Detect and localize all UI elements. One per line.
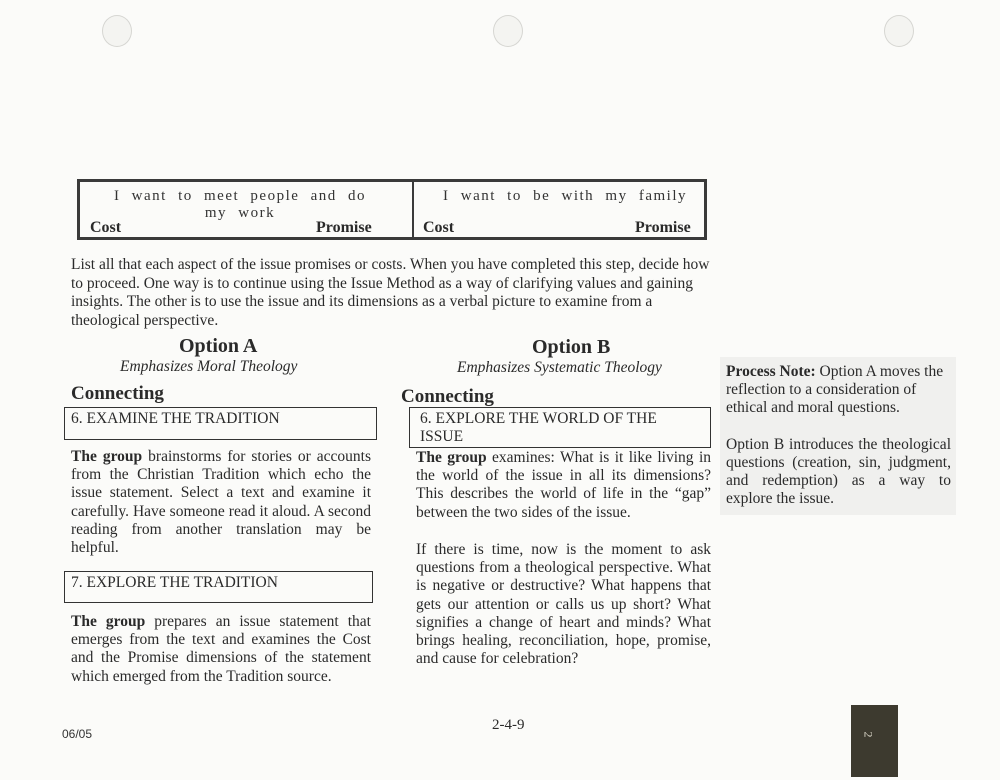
option-a-step7-lead: The group	[71, 613, 146, 630]
right-statement: I want to be with my family	[443, 188, 687, 204]
section-tab-label: 2	[861, 731, 876, 738]
page-number: 2-4-9	[492, 717, 525, 733]
option-a-step7-body: prepares an issue statement that emerges from the text and examines the Cost and the Promise dimensions of the statement which emerged from the Tradition source.	[71, 613, 371, 685]
binder-hole	[884, 15, 914, 47]
right-cost-label: Cost	[423, 219, 455, 236]
process-note	[720, 357, 956, 515]
option-b-step6-body: examines: What is it like living in the world of the issue in all its dimensions? This describes the world of life in the “gap” between the two sides of the issue.	[416, 449, 711, 521]
process-note-label: Process Note:	[726, 363, 816, 380]
process-note-text1: Option A moves the reflection to a consideration of ethical and moral questions.	[726, 363, 944, 417]
table-divider	[412, 182, 414, 237]
right-promise-label: Promise	[635, 219, 691, 236]
option-b-step6-title: 6. EXPLORE THE WORLD OF THE ISSUE	[420, 410, 657, 445]
option-a-step7-title: 7. EXPLORE THE TRADITION	[71, 574, 278, 591]
option-a-step6-box	[64, 407, 377, 440]
option-a-title: Option A	[179, 335, 258, 357]
binder-hole	[102, 15, 132, 47]
option-a-step6-text	[71, 448, 371, 557]
option-a-connecting-heading: Connecting	[71, 383, 164, 404]
option-b-subtitle: Emphasizes Systematic Theology	[457, 359, 662, 376]
left-statement: I want to meet people and do my work	[113, 188, 367, 221]
option-a-subtitle: Emphasizes Moral Theology	[120, 358, 298, 375]
option-b-step6-box	[409, 407, 711, 448]
binder-hole	[493, 15, 523, 47]
footer-date: 06/05	[62, 727, 93, 741]
option-a-step7-text	[71, 613, 371, 686]
option-b-step6-text	[416, 449, 711, 522]
option-b-theology-paragraph: If there is time, now is the moment to ask questions from a theological perspective. What is negative or destructive? What happens that gets our attention or calls us up short? What signifies a change of heart and minds? What brings healing, reconciliation, hope, promise, and cause for celebration?	[416, 541, 711, 668]
option-a-step6-title: 6. EXAMINE THE TRADITION	[71, 410, 280, 427]
left-cost-label: Cost	[90, 219, 122, 236]
left-promise-label: Promise	[316, 219, 372, 236]
intro-paragraph: List all that each aspect of the issue promises or costs. When you have completed this step, decide how to proceed. One way is to continue using the Issue Method as a way of clarifying values and gaining insights. The other is to use the issue and its dimensions as a verbal picture to examine from a theological perspective.	[71, 256, 710, 329]
section-tab	[851, 705, 898, 777]
process-note-option-b: Option B introduces the theological questions (creation, sin, judgment, and redemption) as a way to explore the issue.	[726, 435, 951, 508]
option-a-step7-box	[64, 571, 373, 603]
option-a-step6-lead: The group	[71, 448, 143, 465]
option-b-step6-lead: The group	[416, 449, 487, 466]
option-b-title: Option B	[532, 336, 611, 358]
option-b-connecting-heading: Connecting	[401, 386, 494, 407]
process-note-option-a	[726, 363, 951, 418]
option-a-step6-body: brainstorms for stories or accounts from the Christian Tradition which echo the issue statement. Select a text and examine it carefully. Have someone read it aloud. A second reading from another translation may be helpful.	[71, 448, 371, 557]
cost-promise-table	[77, 179, 707, 240]
